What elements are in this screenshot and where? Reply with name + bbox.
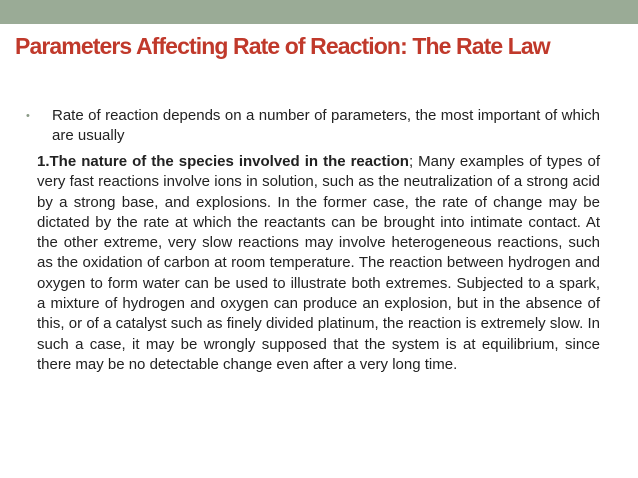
slide-title: Parameters Affecting Rate of Reaction: The Rate Law bbox=[15, 33, 550, 59]
paragraph-separator: ; bbox=[408, 153, 414, 170]
paragraph-body: Many examples of types of very fast reactions involve ions in solution, such as the neutralization of a strong acid by a strong base, and explosions. In the former case, the rate of change may be dictated by the rate at which the reactants can be brought into intimate contact. At the other extreme, very slow reactions may involve heterogeneous reactions, such as the oxidation of carbon at room temperature. The reaction between hydrogen and oxygen to form water can be used to illustrate both extremes. Subjected to a spark, a mixture of hydrogen and oxygen can produce an explosion, but in the absence of this, or of a catalyst such as finely divided platinum, the reaction is extremely slow. In such a case, it may be wrongly supposed that the system is at equilibrium, since there may be no detectable change even after a very long time. bbox=[37, 153, 600, 373]
top-decorative-band bbox=[0, 0, 638, 24]
paragraph-lead: 1.The nature of the species involved in the reaction bbox=[37, 153, 409, 170]
bullet-text: Rate of reaction depends on a number of parameters, the most important of which are usually bbox=[52, 107, 600, 144]
bullet-dot-icon: • bbox=[26, 110, 30, 122]
bullet-point bbox=[28, 106, 600, 146]
numbered-paragraph bbox=[37, 152, 600, 375]
